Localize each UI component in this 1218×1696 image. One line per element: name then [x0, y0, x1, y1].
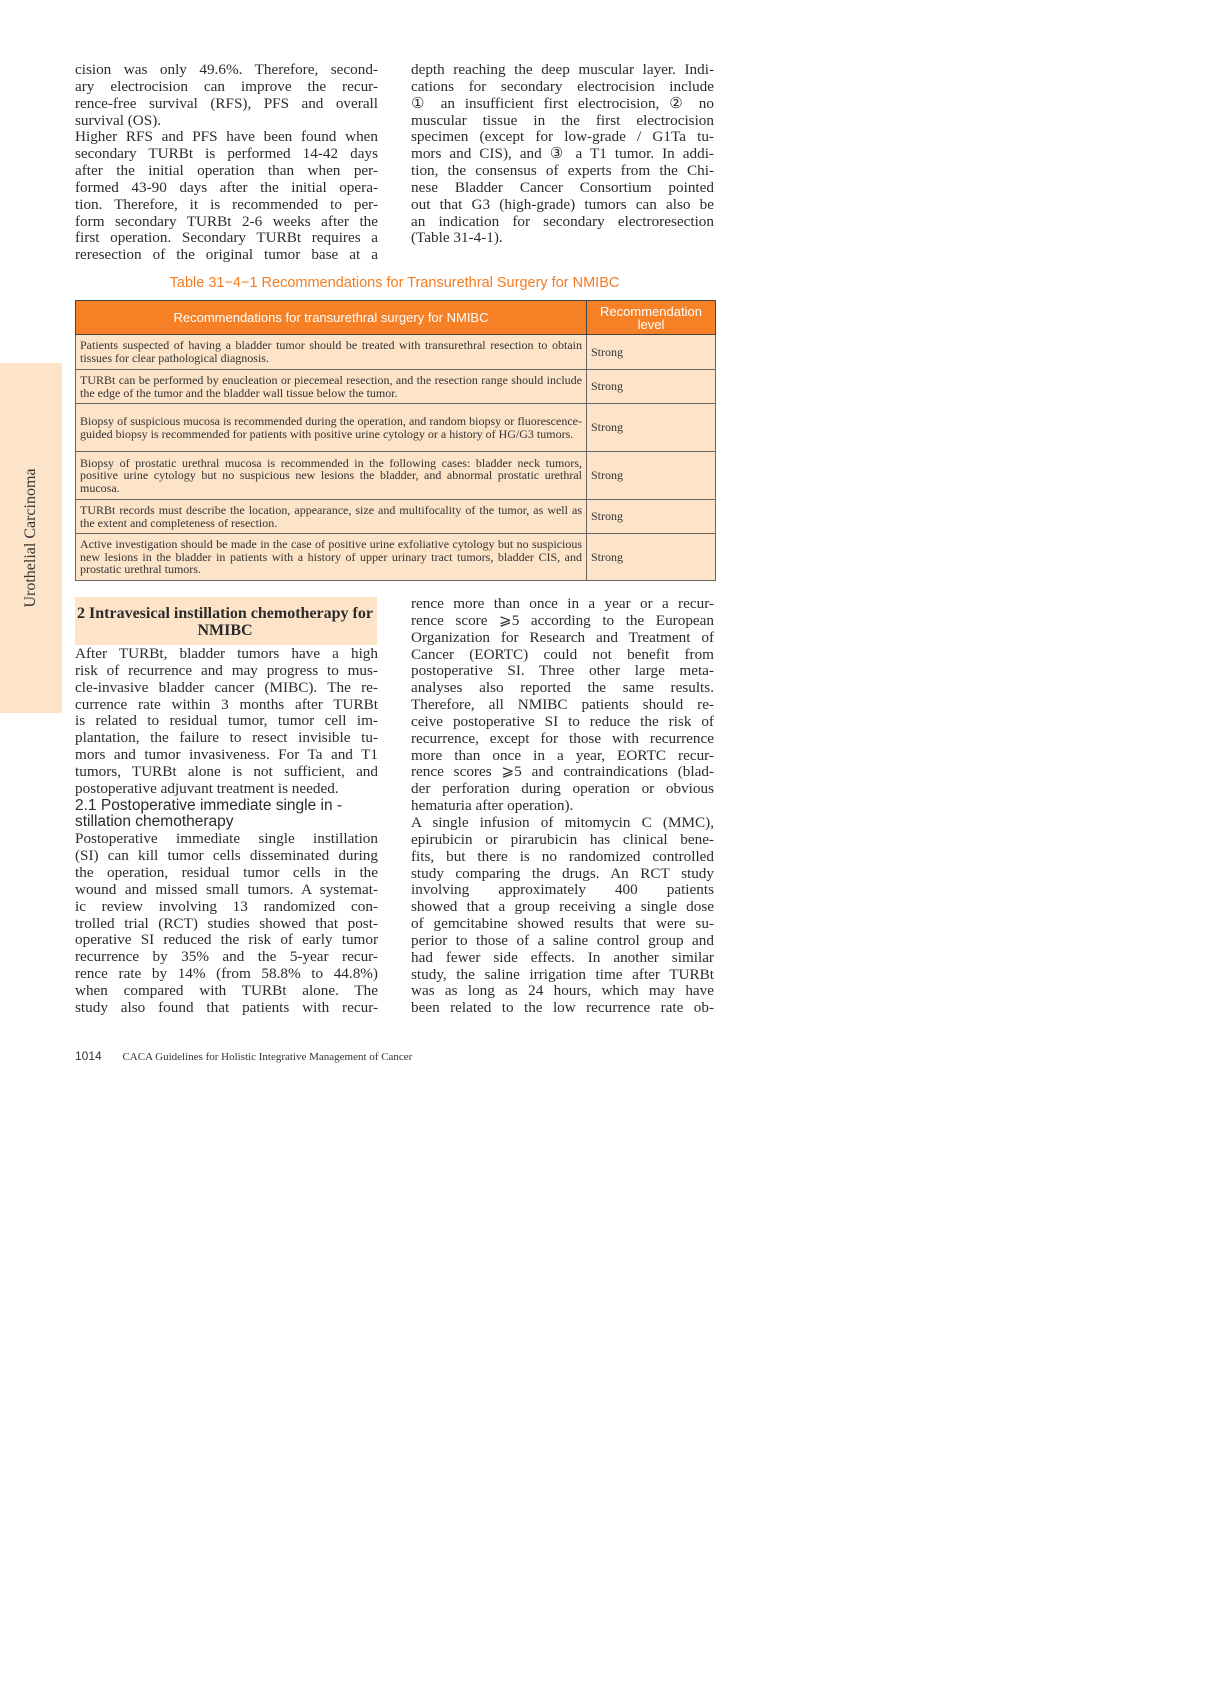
text-line: postoperative SI. Three other large meta- — [411, 662, 714, 680]
text-line: Organization for Research and Treatment of — [411, 628, 714, 646]
text-line: operative SI reduced the risk of early tumor — [75, 931, 378, 949]
recommendation-level: Strong — [587, 335, 716, 370]
text-line: ceive postoperative SI to reduce the risk of — [411, 712, 714, 730]
text-line: showed that a group receiving a single dose — [411, 898, 714, 916]
text-line: wound and missed small tumors. A systemat- — [75, 880, 378, 898]
subheading-line: 2.1 Postoperative immediate single in - — [75, 796, 343, 814]
header-level: Recommendation level — [587, 301, 716, 335]
text-line: (Table 31-4-1). — [411, 229, 503, 247]
table-row — [76, 370, 716, 404]
text-line: reresection of the original tumor base at a — [75, 246, 378, 264]
text-line: cle-invasive bladder cancer (MIBC). The re- — [75, 678, 378, 696]
text-line: Therefore, all NMIBC patients should re- — [411, 696, 714, 714]
text-line: was as long as 24 hours, which may have — [411, 982, 714, 1000]
text-line: analyses also reported the same results. — [411, 679, 714, 697]
page-footer — [75, 1049, 412, 1063]
recommendations-table — [75, 300, 716, 581]
text-line: study, the saline irrigation time after TURBt — [411, 965, 714, 983]
text-line: postoperative adjuvant treatment is needed. — [75, 779, 339, 797]
recommendation-level: Strong — [587, 500, 716, 534]
chapter-label: Urothelial Carcinoma — [22, 468, 39, 608]
text-line: out that G3 (high-grade) tumors can also be — [411, 195, 714, 213]
text-line: when compared with TURBt alone. The — [75, 981, 378, 999]
text-line: form secondary TURBt 2-6 weeks after the — [75, 212, 378, 230]
text-column-top-left — [75, 62, 378, 264]
text-line: rence score ⩾5 according to the European — [411, 611, 714, 629]
section-heading-text: 2 Intravesical instillation chemotherapy for NMIBC — [77, 605, 373, 639]
text-line: involving approximately 400 patients — [411, 881, 714, 899]
table-row — [76, 452, 716, 500]
running-title: CACA Guidelines for Holistic Integrative Management of Cancer — [122, 1051, 413, 1063]
recommendation-level: Strong — [587, 404, 716, 452]
header-recommendations: Recommendations for transurethral surgery for NMIBC — [76, 301, 587, 335]
text-line: plantation, the failure to resect invisible tu- — [75, 729, 378, 747]
recommendation-text: Patients suspected of having a bladder tumor should be treated with transurethral resection to obtain tissues for clear pathological diagnosis. — [76, 335, 587, 370]
text-line: (SI) can kill tumor cells disseminated during — [75, 847, 378, 865]
text-line: Higher RFS and PFS have been found when — [75, 128, 378, 146]
table-row — [76, 534, 716, 581]
table-row — [76, 500, 716, 534]
text-line: der perforation during operation or obvious — [411, 780, 714, 798]
text-line: risk of recurrence and may progress to mus- — [75, 661, 378, 679]
table-row — [76, 335, 716, 370]
text-line: nese Bladder Cancer Consortium pointed — [411, 178, 714, 196]
recommendation-level: Strong — [587, 534, 716, 581]
text-line: rence-free survival (RFS), PFS and overall — [75, 94, 378, 112]
text-line: rence scores ⩾5 and contraindications (blad- — [411, 763, 714, 781]
text-line: after the initial operation than when per- — [75, 162, 378, 180]
text-line: After TURBt, bladder tumors have a high — [75, 645, 378, 662]
text-line: cision was only 49.6%. Therefore, second- — [75, 61, 378, 78]
subheading-line: stillation chemotherapy — [75, 813, 234, 831]
text-line: survival (OS). — [75, 111, 162, 129]
recommendation-text: Biopsy of suspicious mucosa is recommended during the operation, and random biopsy or fluorescence-guided biopsy is recommended for patients with positive urine cytology or a history of HG/G3 tumors. — [76, 404, 587, 452]
text-line: ary electrocision can improve the recur- — [75, 77, 378, 95]
text-line: depth reaching the deep muscular layer. Indi- — [411, 61, 714, 78]
text-line: rence more than once in a year or a recur- — [411, 595, 714, 612]
text-line: more than once in a year, EORTC recur- — [411, 746, 714, 764]
text-line: specimen (except for low-grade / G1Ta tu- — [411, 128, 714, 146]
recommendation-text: TURBt records must describe the location, appearance, size and multifocality of the tumor, as well as the extent and completeness of resection. — [76, 500, 587, 534]
text-line: perior to those of a saline control group and — [411, 931, 714, 949]
text-line: formed 43-90 days after the initial opera- — [75, 178, 378, 196]
text-line: ① an insufficient first electrocision, ② no — [411, 94, 714, 112]
text-line: Postoperative immediate single instillation — [75, 830, 378, 848]
text-line: fits, but there is no randomized controlled — [411, 847, 714, 865]
text-line: rence rate by 14% (from 58.8% to 44.8%) — [75, 965, 378, 983]
text-line: epirubicin or pirarubicin has clinical bene- — [411, 830, 714, 848]
recommendation-text: TURBt can be performed by enucleation or piecemeal resection, and the resection range should include the edge of the tumor and the bladder wall tissue below the tumor. — [76, 370, 587, 404]
text-line: first operation. Secondary TURBt requires a — [75, 229, 378, 247]
recommendation-level: Strong — [587, 370, 716, 404]
text-line: trolled trial (RCT) studies showed that post- — [75, 914, 378, 932]
text-line: tumors, TURBt alone is not sufficient, and — [75, 762, 378, 780]
recommendation-text: Active investigation should be made in the case of positive urine exfoliative cytology but no suspicious new lesions in the bladder in patients with a history of upper urinary tract tumors, bladder CIS, and prostatic urethral tumors. — [76, 534, 587, 581]
text-line: mors and tumor invasiveness. For Ta and T1 — [75, 746, 378, 764]
table-row — [76, 404, 716, 452]
text-line: secondary TURBt is performed 14-42 days — [75, 145, 378, 163]
text-line: Cancer (EORTC) could not benefit from — [411, 645, 714, 663]
text-column-top-right — [411, 62, 714, 247]
text-line: tion. Therefore, it is recommended to per- — [75, 195, 378, 213]
text-line: is related to residual tumor, tumor cell im- — [75, 712, 378, 730]
page-number: 1014 — [75, 1049, 102, 1063]
text-line: cations for secondary electrocision include — [411, 77, 714, 95]
recommendation-text: Biopsy of prostatic urethral mucosa is recommended in the following cases: bladder neck tumors, positive urine cytology but no suspicious new lesions the bladder, and abnormal prostatic urethral mucosa. — [76, 452, 587, 500]
text-line: tion, the consensus of experts from the Chi- — [411, 162, 714, 180]
table-caption: Table 31−4−1 Recommendations for Transurethral Surgery for NMIBC — [169, 275, 620, 291]
text-line: mors and CIS), and ③ a T1 tumor. In addi- — [411, 145, 714, 163]
text-column-bottom-left — [75, 646, 378, 1017]
text-line: A single infusion of mitomycin C (MMC), — [411, 813, 714, 831]
table-header-row — [76, 301, 716, 335]
section-heading — [75, 597, 377, 645]
text-line: study also found that patients with recur- — [75, 998, 378, 1016]
text-line: study comparing the drugs. An RCT study — [411, 864, 714, 882]
text-line: currence rate within 3 months after TURBt — [75, 695, 378, 713]
text-line: hematuria after operation). — [411, 797, 574, 815]
recommendation-level: Strong — [587, 452, 716, 500]
text-line: muscular tissue in the first electrocision — [411, 111, 714, 129]
text-line: ic review involving 13 randomized con- — [75, 897, 378, 915]
text-line: recurrence by 35% and the 5-year recur- — [75, 948, 378, 966]
chapter-side-tab — [0, 363, 62, 713]
text-column-bottom-right — [411, 596, 714, 1017]
text-line: been related to the low recurrence rate ob- — [411, 999, 714, 1017]
text-line: had fewer side effects. In another similar — [411, 948, 714, 966]
text-line: recurrence, except for those with recurrence — [411, 729, 714, 747]
text-line: an indication for secondary electroresection — [411, 212, 714, 230]
text-line: of gemcitabine showed results that were su- — [411, 915, 714, 933]
text-line: the operation, residual tumor cells in the — [75, 863, 378, 881]
